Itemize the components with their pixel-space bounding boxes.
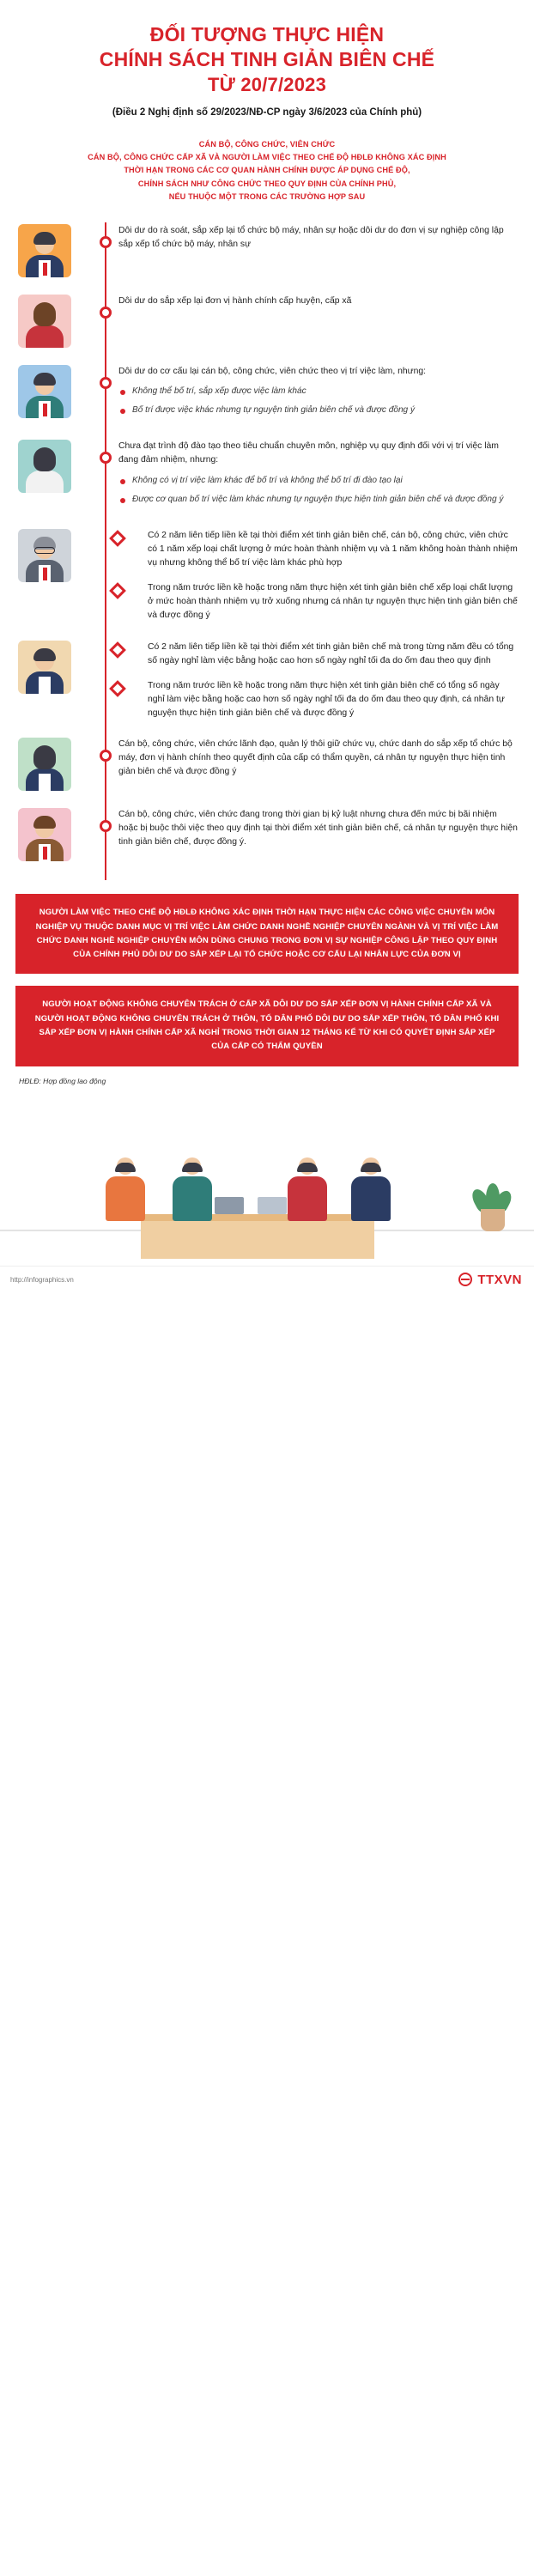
globe-icon	[458, 1273, 472, 1286]
avatar	[18, 295, 71, 348]
hair-shape	[33, 232, 56, 245]
hair-shape	[33, 302, 56, 326]
hair-shape	[33, 745, 56, 769]
sublist-item: Bố trí được việc khác nhưng tự nguyện tinh giản biên chế và được đồng ý	[118, 404, 519, 416]
list-item	[0, 527, 534, 623]
item-lead: Cán bộ, công chức, viên chức đang trong thời gian bị kỷ luật nhưng chưa đến mức bị bãi nhiệm hoặc bị buộc thôi việc theo quy định tại thời điểm xét tinh giản biên chế, cá nhân tự nguyện thực hiện tinh giản biên chế, được đồng ý.	[118, 810, 518, 848]
sub-block-text: Có 2 năm liên tiếp liền kề tại thời điểm xét tinh giản biên chế mà trong từng năm đều có tổng số ngày nghỉ làm việc bằng hoặc cao hơn số ngày nghỉ tối đa do ốm đau theo quy định	[148, 641, 514, 665]
sub-block	[118, 641, 519, 668]
list-item	[0, 363, 534, 422]
avatar-slot	[0, 363, 89, 418]
item-text	[89, 527, 519, 623]
item-text	[89, 363, 519, 422]
sub-block	[118, 581, 519, 623]
sub-block	[118, 529, 519, 570]
hair-shape	[115, 1163, 136, 1172]
shirt-shape	[39, 774, 51, 791]
brand-name: TTXVN	[477, 1272, 522, 1287]
illustration-person	[283, 1163, 331, 1221]
footnote: HĐLĐ: Hợp đồng lao động	[19, 1076, 106, 1085]
avatar-slot	[0, 639, 89, 694]
plant-icon	[474, 1164, 512, 1231]
page-subtitle: (Điều 2 Nghị định số 29/2023/NĐ-CP ngày 3/6/2023 của Chính phủ)	[112, 107, 422, 118]
red-banner-1: NGƯỜI LÀM VIỆC THEO CHẾ ĐỘ HĐLĐ KHÔNG XÁC ĐỊNH THỜI HẠN THỰC HIỆN CÁC CÔNG VIỆC CHUYÊN MÔN NGHIỆP VỤ THUỘC DANH MỤC VỊ TRÍ VIỆC LÀM CHỨC DANH NGHỀ NGHIỆP CHUYÊN NGÀNH VÀ VỊ TRÍ VIỆC LÀM CHỨC DANH NGHỀ NGHIỆP CHUYÊN MÔN DÙNG CHUNG TRONG ĐƠN VỊ SỰ NGHIỆP CÔNG LẬP THEO QUY ĐỊNH CỦA CHÍNH PHỦ DÔI DƯ DO SẮP XẾP LẠI TỔ CHỨC HOẶC CƠ CẤU LẠI NHÂN LỰC CỦA ĐƠN VỊ	[15, 894, 519, 974]
torso-shape	[26, 325, 64, 348]
page-header	[0, 0, 534, 125]
intro-line-2: CÁN BỘ, CÔNG CHỨC CẤP XÃ VÀ NGƯỜI LÀM VIỆC THEO CHẾ ĐỘ HĐLĐ KHÔNG XÁC ĐỊNH	[88, 153, 446, 162]
illustration-person	[168, 1163, 216, 1221]
item-text	[89, 438, 519, 512]
timeline-marker-circle-icon	[100, 377, 112, 389]
hair-shape	[361, 1163, 381, 1172]
sub-block	[118, 679, 519, 720]
red-banner-2: NGƯỜI HOẠT ĐỘNG KHÔNG CHUYÊN TRÁCH Ở CẤP XÃ DÔI DƯ DO SẮP XẾP ĐƠN VỊ HÀNH CHÍNH CẤP XÃ VÀ NGƯỜI HOẠT ĐỘNG KHÔNG CHUYÊN TRÁCH Ở THÔN, TỔ DÂN PHỐ DÔI DƯ DO SẮP XẾP THÔN, TỔ DÂN PHỐ KHI SẮP XẾP ĐƠN VỊ HÀNH CHÍNH CẤP XÃ NGHỈ TRONG THỜI GIAN 12 THÁNG KỂ TỪ KHI CÓ QUYẾT ĐỊNH SẮP XẾP CỦA CẤP CÓ THẨM QUYỀN	[15, 986, 519, 1066]
timeline	[0, 222, 534, 880]
avatar	[18, 529, 71, 582]
timeline-marker-circle-icon	[100, 307, 112, 319]
intro-line-5: NẾU THUỘC MỘT TRONG CÁC TRƯỜNG HỢP SAU	[168, 191, 366, 201]
avatar-slot	[0, 736, 89, 791]
item-sublist	[118, 474, 519, 506]
list-item	[0, 438, 534, 512]
avatar-slot	[0, 438, 89, 493]
item-sublist	[118, 385, 519, 416]
source-url: http://infographics.vn	[10, 1275, 74, 1284]
hair-shape	[33, 447, 56, 471]
sub-block-text: Có 2 năm liên tiếp liền kề tại thời điểm xét tinh giản biên chế, cán bộ, công chức, viên chức có 1 năm xếp loại chất lượng ở mức hoàn thành nhiệm vụ và 1 năm không hoàn thành nhiệm vụ nhưng không thể bố trí việc làm khác phù hợp	[148, 530, 518, 568]
laptop-icon	[258, 1197, 287, 1214]
intro-block	[29, 138, 505, 204]
avatar-slot	[0, 527, 89, 582]
item-lead: Dôi dư do rà soát, sắp xếp lại tổ chức bộ máy, nhân sự hoặc dôi dư do đơn vị sự nghiệp công lập sắp xếp tổ chức bộ máy, nhân sự	[118, 225, 504, 250]
list-item	[0, 736, 534, 791]
page-title-line-2: CHÍNH SÁCH TINH GIẢN BIÊN CHẾ	[99, 48, 435, 71]
item-text	[89, 806, 519, 849]
item-lead: Cán bộ, công chức, viên chức lãnh đạo, quản lý thôi giữ chức vụ, chức danh do sắp xếp tổ chức bộ máy, đơn vị hành chính theo quyết định của cấp có thẩm quyền, cá nhân tự nguyện thực hiện tinh giản biên chế và được đồng ý	[118, 739, 513, 777]
shirt-shape	[39, 677, 51, 694]
avatar	[18, 224, 71, 277]
tie-shape	[43, 263, 47, 276]
item-text	[89, 293, 519, 308]
page-title-line-1: ĐỐI TƯỢNG THỰC HIỆN	[149, 23, 385, 46]
intro-line-3: THỜI HẠN TRONG CÁC CƠ QUAN HÀNH CHÍNH ĐƯỢC ÁP DỤNG CHẾ ĐỘ,	[124, 166, 410, 175]
intro-line-1: CÁN BỘ, CÔNG CHỨC, VIÊN CHỨC	[198, 140, 336, 149]
hair-shape	[182, 1163, 203, 1172]
glasses-icon	[34, 547, 55, 554]
avatar	[18, 365, 71, 418]
hair-shape	[33, 373, 56, 386]
hair-shape	[33, 816, 56, 829]
list-item	[0, 806, 534, 861]
avatar	[18, 641, 71, 694]
illustration-person	[347, 1163, 395, 1221]
avatar-slot	[0, 222, 89, 277]
avatar	[18, 440, 71, 493]
torso-shape	[106, 1176, 145, 1221]
item-text	[89, 736, 519, 779]
item-lead: Dôi dư do sắp xếp lại đơn vị hành chính cấp huyện, cấp xã	[118, 295, 352, 306]
torso-shape	[26, 471, 64, 493]
brand-logo	[458, 1273, 522, 1287]
page-title-line-3: TỪ 20/7/2023	[207, 73, 327, 95]
office-illustration	[0, 1097, 534, 1266]
tie-shape	[43, 404, 47, 416]
avatar	[18, 738, 71, 791]
list-item	[0, 293, 534, 348]
torso-shape	[351, 1176, 391, 1221]
hair-shape	[297, 1163, 318, 1172]
avatar-slot	[0, 293, 89, 348]
tie-shape	[43, 568, 47, 580]
sublist-item: Không có vị trí việc làm khác để bố trí và không thể bố trí đi đào tạo lại	[118, 474, 519, 487]
pot-shape	[481, 1209, 505, 1231]
sublist-item: Không thể bố trí, sắp xếp được việc làm khác	[118, 385, 519, 398]
tie-shape	[43, 847, 47, 860]
intro-line-4: CHÍNH SÁCH NHƯ CÔNG CHỨC THEO QUY ĐỊNH CỦA CHÍNH PHỦ,	[137, 179, 397, 188]
sublist-item: Được cơ quan bố trí việc làm khác nhưng tự nguyện thực hiện tinh giản biên chế và được đồng ý	[118, 493, 519, 506]
illustration-person	[101, 1163, 149, 1221]
list-item	[0, 639, 534, 721]
item-lead: Chưa đạt trình độ đào tạo theo tiêu chuẩn chuyên môn, nghiệp vụ quy định đối với vị trí việc làm đang đảm nhiệm, nhưng:	[118, 441, 499, 465]
sub-block-text: Trong năm trước liền kề hoặc trong năm thực hiện xét tinh giản biên chế xếp loại chất lượng ở mức hoàn thành nhiệm vụ trở xuống nhưng cá nhân tự nguyện thực hiện tinh giản biên chế và được đồng ý	[148, 583, 518, 621]
sub-block-text: Trong năm trước liền kề hoặc trong năm thực hiện xét tinh giản biên chế có tổng số ngày nghỉ làm việc bằng hoặc cao hơn số ngày nghỉ tối đa do ốm đau theo quy định, cá nhân tự nguyện thực hiện tinh giản biên chế và được đồng ý	[148, 680, 505, 719]
torso-shape	[173, 1176, 212, 1221]
item-text	[89, 222, 519, 252]
item-text	[89, 639, 519, 721]
avatar-slot	[0, 806, 89, 861]
page-footer	[0, 1266, 534, 1295]
list-item	[0, 222, 534, 277]
laptop-icon	[215, 1197, 244, 1214]
torso-shape	[288, 1176, 327, 1221]
timeline-marker-circle-icon	[100, 236, 112, 248]
hair-shape	[33, 648, 56, 661]
item-lead: Dôi dư do cơ cấu lại cán bộ, công chức, viên chức theo vị trí việc làm, nhưng:	[118, 366, 427, 376]
avatar	[18, 808, 71, 861]
